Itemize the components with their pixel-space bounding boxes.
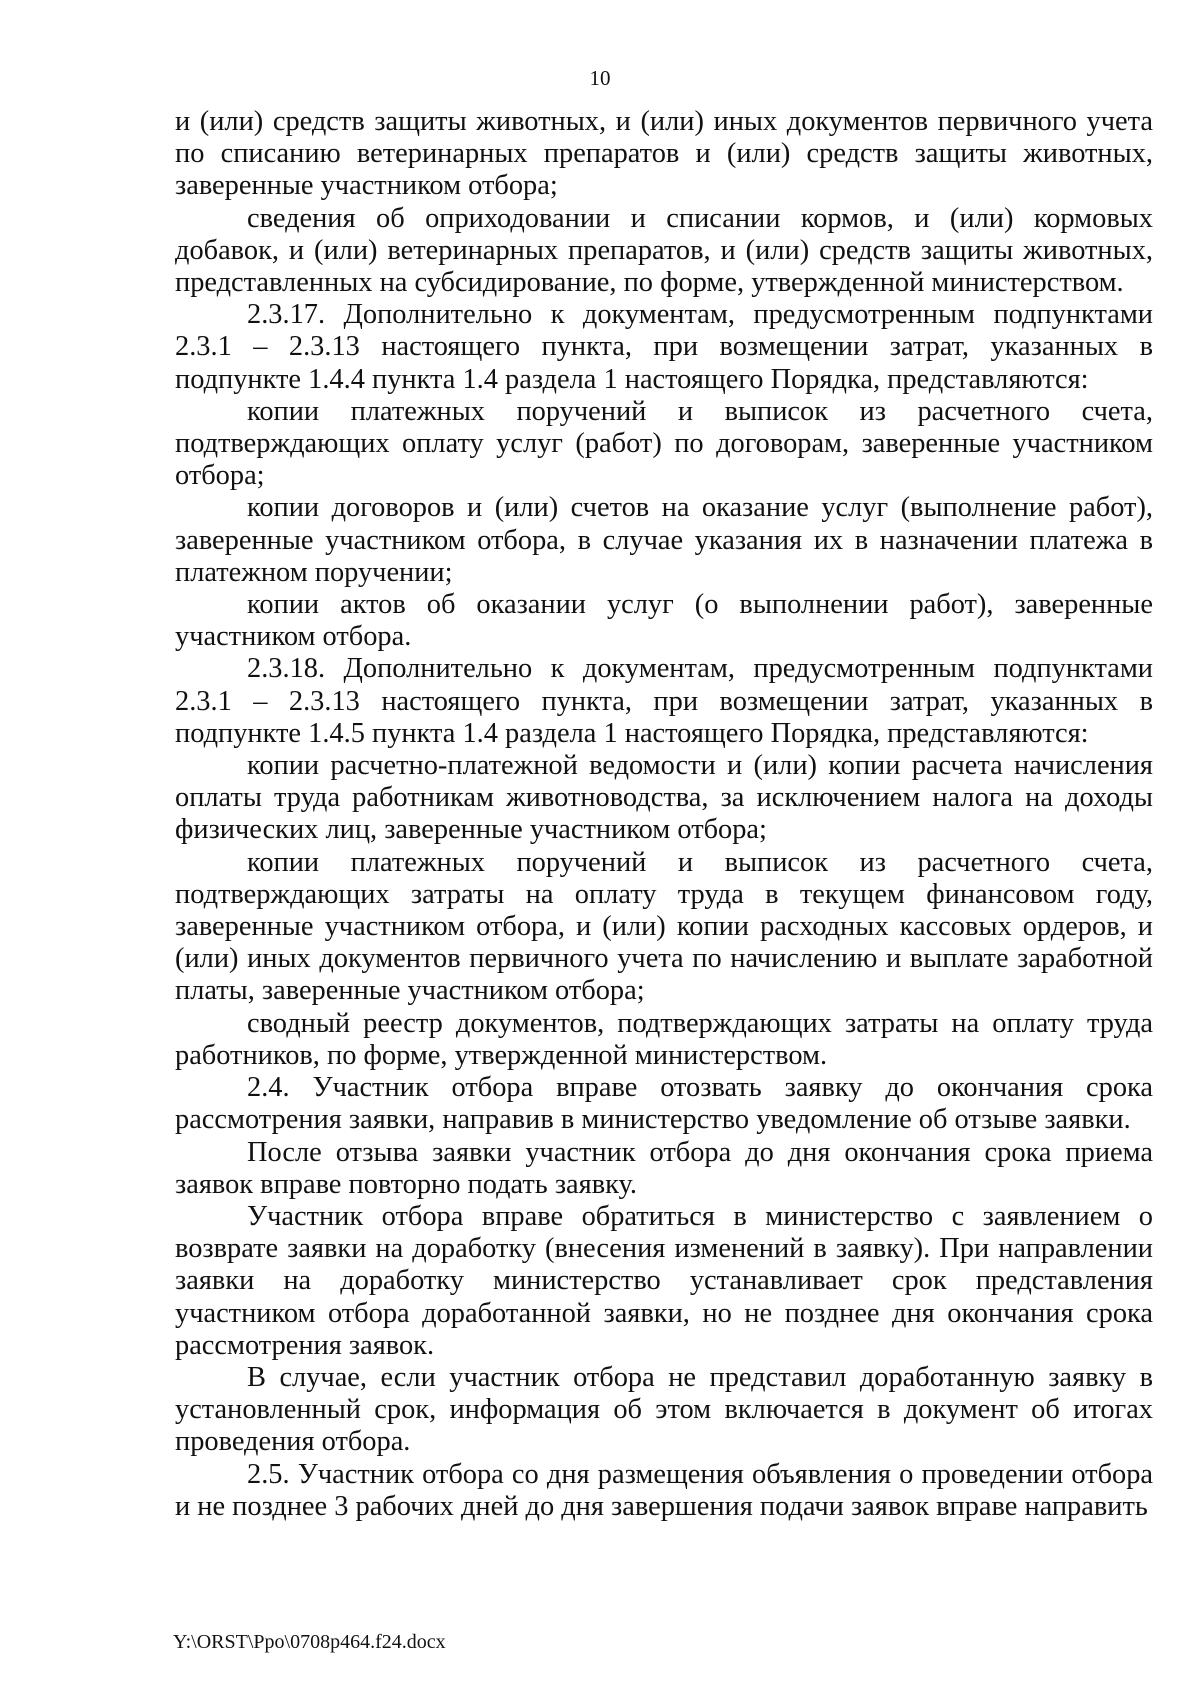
paragraph: 2.4. Участник отбора вправе отозвать заявку до окончания срока рассмотрения заявки, направив в министерство уведомление об отзыве заявки. [175,1072,1153,1136]
footer-file-path: Y:\ORST\Ppo\0708p464.f24.docx [173,1631,446,1653]
paragraph: 2.3.18. Дополнительно к документам, предусмотренным подпунктами 2.3.1 – 2.3.13 настоящего пункта, при возмещении затрат, указанных в подпункте 1.4.5 пункта 1.4 раздела 1 настоящего Порядка, представляются: [175,653,1153,749]
paragraph: копии договоров и (или) счетов на оказание услуг (выполнение работ), заверенные участником отбора, в случае указания их в назначении платежа в платежном поручении; [175,492,1153,588]
paragraph: 2.3.17. Дополнительно к документам, предусмотренным подпунктами 2.3.1 – 2.3.13 настоящего пункта, при возмещении затрат, указанных в подпункте 1.4.4 пункта 1.4 раздела 1 настоящего Порядка, представляются: [175,299,1153,395]
paragraph: сводный реестр документов, подтверждающих затраты на оплату труда работников, по форме, утвержденной министерством. [175,1007,1153,1071]
paragraph: После отзыва заявки участник отбора до дня окончания срока приема заявок вправе повторно подать заявку. [175,1136,1153,1200]
paragraph: В случае, если участник отбора не представил доработанную заявку в установленный срок, информация об этом включается в документ об итогах проведения отбора. [175,1361,1153,1458]
paragraph: копии актов об оказании услуг (о выполнении работ), заверенные участником отбора. [175,589,1153,653]
document-body [175,106,1153,1523]
paragraph: копии платежных поручений и выписок из расчетного счета, подтверждающих затраты на оплату труда в текущем финансовом году, заверенные участником отбора, и (или) копии расходных кассовых ордеров, и (или) иных документов первичного учета по начислению и выплате заработной платы, заверенные участником отбора; [175,846,1153,1007]
paragraph: Участник отбора вправе обратиться в министерство с заявлением о возврате заявки на доработку (внесения изменений в заявку). При направлении заявки на доработку министерство устанавливает срок представления участником отбора доработанной заявки, но не позднее дня окончания срока рассмотрения заявок. [175,1200,1153,1361]
paragraph: копии расчетно-платежной ведомости и (или) копии расчета начисления оплаты труда работникам животноводства, за исключением налога на доходы физических лиц, заверенные участником отбора; [175,750,1153,846]
page-number: 10 [589,66,611,90]
paragraph: 2.5. Участник отбора со дня размещения объявления о проведении отбора и не позднее 3 рабочих дней до дня завершения подачи заявок вправе направить [175,1458,1153,1522]
paragraph: сведения об оприходовании и списании кормов, и (или) кормовых добавок, и (или) ветеринарных препаратов, и (или) средств защиты животных, представленных на субсидирование, по форме, утвержденной министерством. [175,202,1153,299]
paragraph: и (или) средств защиты животных, и (или) иных документов первичного учета по списанию ветеринарных препаратов и (или) средств защиты животных, заверенные участником отбора; [175,106,1153,202]
paragraph: копии платежных поручений и выписок из расчетного счета, подтверждающих оплату услуг (работ) по договорам, заверенные участником отбора; [175,395,1153,492]
